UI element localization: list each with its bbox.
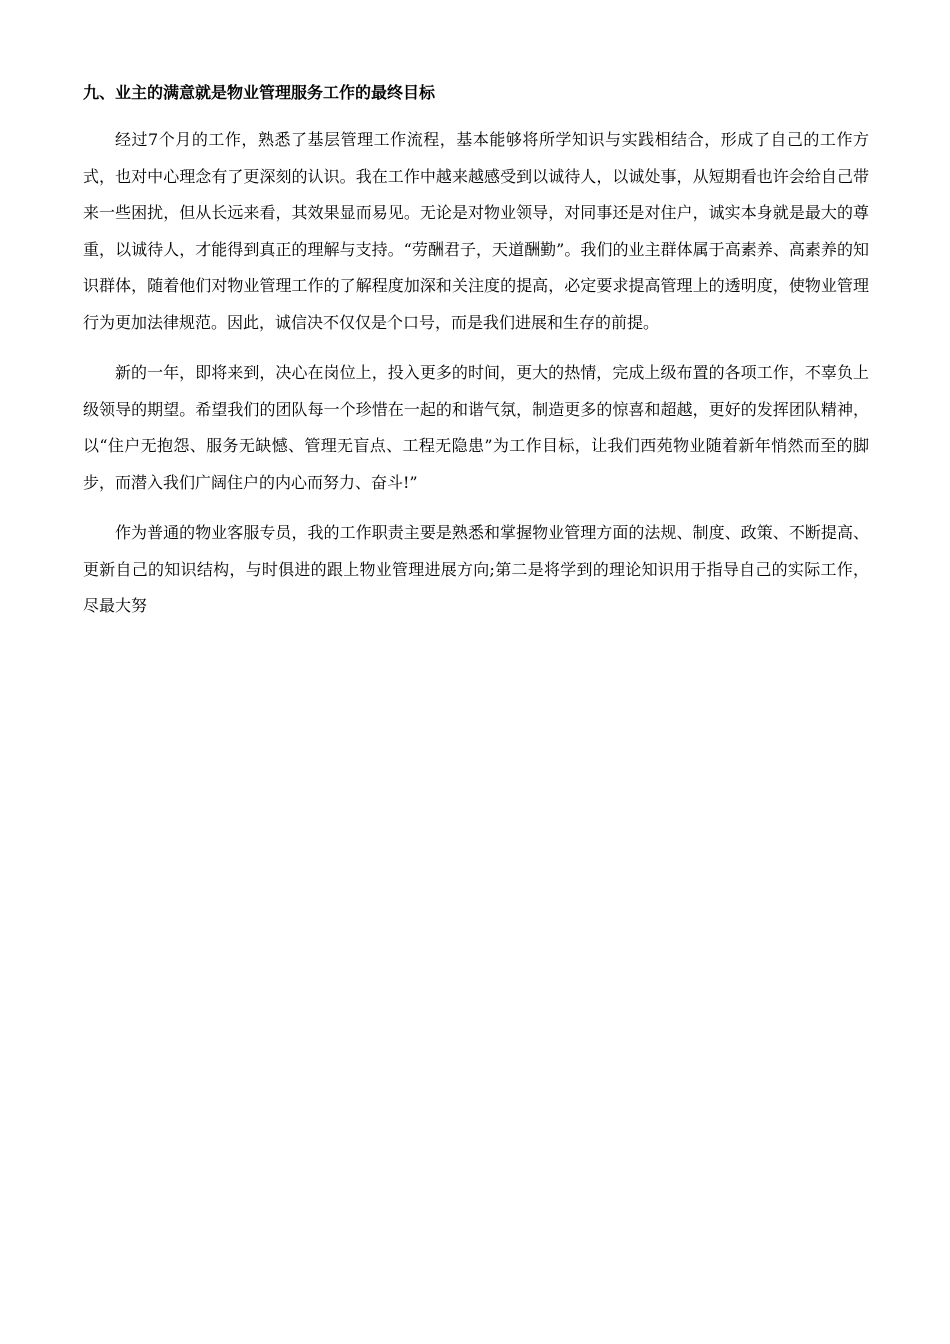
section-heading: 九、业主的满意就是物业管理服务工作的最终目标 (83, 83, 436, 102)
paragraph-new-year: 新的一年，即将来到，决心在岗位上，投入更多的时间，更大的热情，完成上级布置的各项工作，不辜负上级领导的期望。希望我们的团队每一个珍惜在一起的和谐气氛，制造更多的惊喜和超越，更好的发挥团队精神，以“住户无抱怨、服务无缺憾、管理无盲点、工程无隐患”为工作目标，让我们西苑物业随着新年悄然而至的脚步，而潜入我们广阔住户的内心而努力、奋斗!” (83, 363, 869, 492)
document-body (83, 80, 869, 639)
paragraph-duties: 作为普通的物业客服专员，我的工作职责主要是熟悉和掌握物业管理方面的法规、制度、政策、不断提高、更新自己的知识结构，与时俱进的跟上物业管理进展方向;第二是将学到的理论知识用于指导自己的实际工作，尽最大努 (83, 523, 869, 615)
paragraph-integrity: 经过7个月的工作，熟悉了基层管理工作流程，基本能够将所学知识与实践相结合，形成了自己的工作方式，也对中心理念有了更深刻的认识。我在工作中越来越感受到以诚待人，以诚处事，从短期看也许会给自己带来一些困扰，但从长远来看，其效果显而易见。无论是对物业领导，对同事还是对住户，诚实本身就是最大的尊重，以诚待人，才能得到真正的理解与支持。“劳酬君子，天道酬勤”。我们的业主群体属于高素养、高素养的知识群体，随着他们对物业管理工作的了解程度加深和关注度的提高，必定要求提高管理上的透明度，使物业管理行为更加法律规范。因此，诚信决不仅仅是个口号，而是我们进展和生存的前提。 (83, 130, 869, 332)
